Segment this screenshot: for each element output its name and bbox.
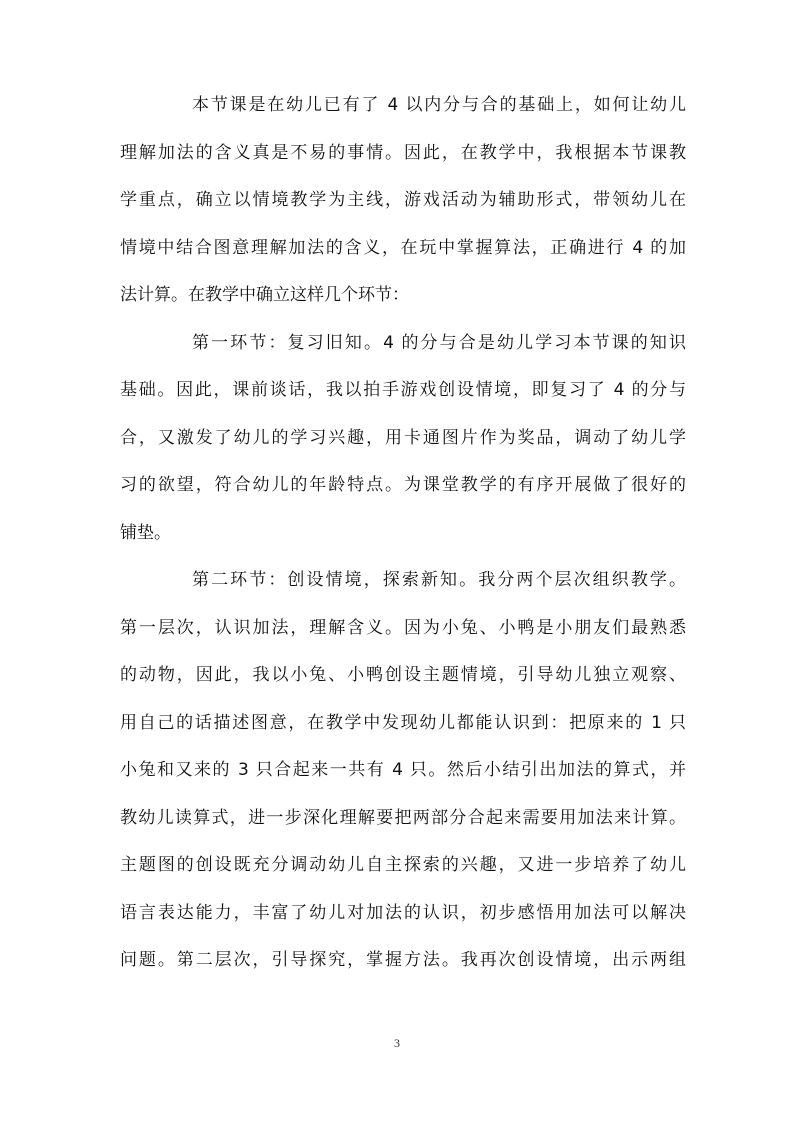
paragraph-line: 情境中结合图意理解加法的含义，在玩中掌握算法，正确进行 4 的加 — [120, 237, 686, 258]
paragraph-line: 用自己的话描述图意，在教学中发现幼儿都能认识到：把原来的 1 只 — [120, 712, 686, 733]
paragraph-line: 习的欲望，符合幼儿的年龄特点。为课堂教学的有序开展做了很好的 — [120, 475, 686, 495]
paragraph-line: 法计算。在教学中确立这样几个环节： — [120, 285, 409, 305]
body-text — [120, 82, 686, 985]
paragraph-line: 教幼儿读算式，进一步深化理解要把两部分合起来需要用加法来计算。 — [120, 807, 686, 828]
paragraph-line: 理解加法的含义真是不易的事情。因此，在教学中，我根据本节课教 — [120, 142, 686, 163]
paragraph-line: 问题。第二层次，引导探究，掌握方法。我再次创设情境，出示两组 — [120, 950, 686, 970]
paragraph-line: 铺垫。 — [120, 522, 171, 543]
paragraph-line: 第二环节：创设情境，探索新知。我分两个层次组织教学。 — [192, 570, 686, 590]
page-number: 3 — [394, 1036, 400, 1050]
paragraph-line: 本节课是在幼儿已有了 4 以内分与合的基础上，如何让幼儿 — [192, 95, 686, 115]
paragraph-line: 合，又激发了幼儿的学习兴趣，用卡通图片作为奖品，调动了幼儿学 — [120, 427, 686, 448]
paragraph-line: 基础。因此，课前谈话，我以拍手游戏创设情境，即复习了 4 的分与 — [120, 380, 686, 400]
paragraph-line: 主题图的创设既充分调动幼儿自主探索的兴趣，又进一步培养了幼儿 — [120, 855, 686, 875]
paragraph-line: 第一环节：复习旧知。4 的分与合是幼儿学习本节课的知识 — [192, 332, 686, 353]
paragraph-line: 学重点，确立以情境教学为主线，游戏活动为辅助形式，带领幼儿在 — [120, 190, 686, 210]
paragraph-line: 语言表达能力，丰富了幼儿对加法的认识，初步感悟用加法可以解决 — [120, 902, 686, 923]
paragraph-line: 第一层次，认识加法，理解含义。因为小兔、小鸭是小朋友们最熟悉 — [120, 617, 686, 638]
paragraph-line: 小兔和又来的 3 只合起来一共有 4 只。然后小结引出加法的算式，并 — [120, 760, 686, 780]
paragraph-line: 的动物，因此，我以小兔、小鸭创设主题情境，引导幼儿独立观察、 — [120, 665, 686, 685]
